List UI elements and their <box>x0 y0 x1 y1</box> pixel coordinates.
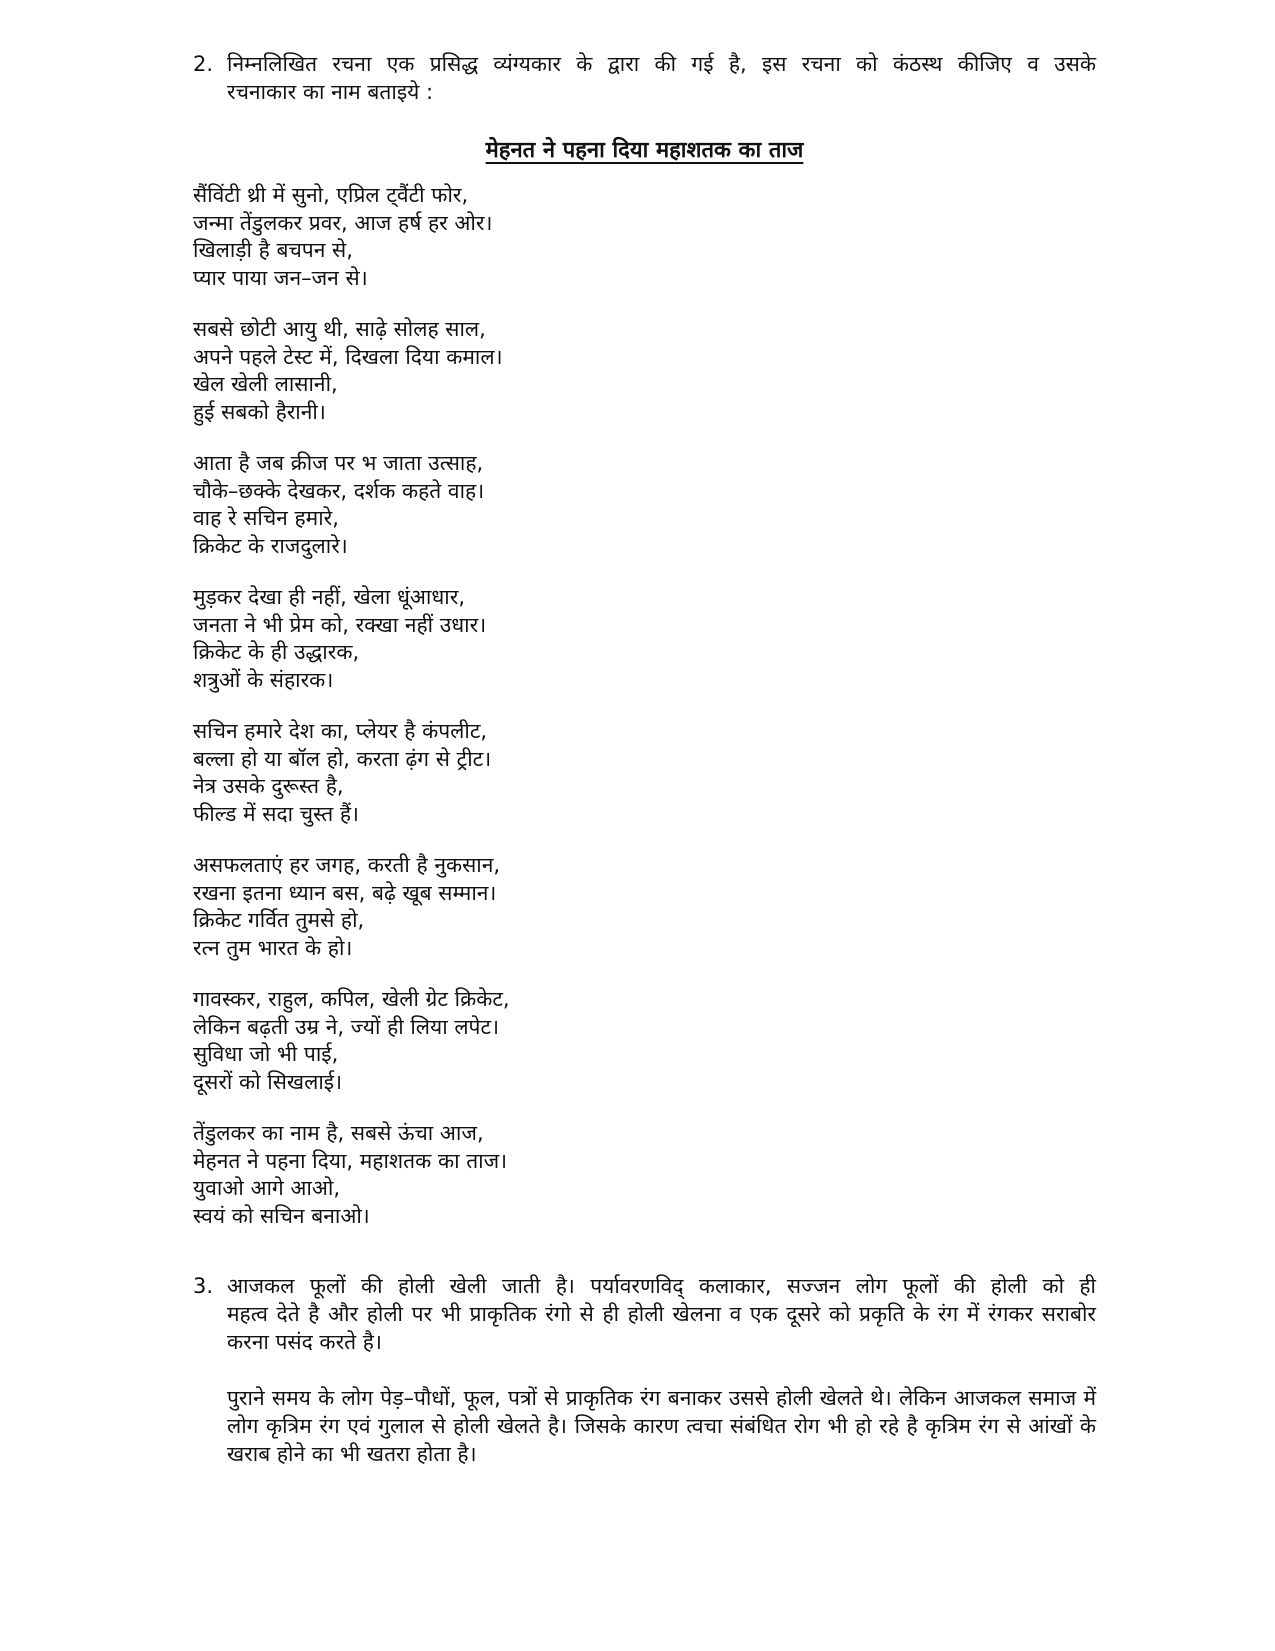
question-2-first-line <box>193 50 1096 78</box>
poem-stanza <box>193 986 793 1120</box>
question-text: आजकल फूलों की होली खेली जाती है। पर्यावरणविद् कलाकार, सज्जन लोग फूलों की होली को ही <box>227 1274 1096 1298</box>
poem-line: फील्ड में सदा चुस्त हैं। <box>193 801 359 826</box>
poem-stanza <box>193 316 793 450</box>
poem-title-text: मेहनत ने पहना दिया महाशतक का ताज <box>485 138 804 163</box>
poem-line: मेहनत ने पहना दिया, महाशतक का ताज। <box>193 1148 508 1173</box>
poem-line: जनता ने भी प्रेम को, रक्खा नहीं उधार। <box>193 612 487 637</box>
question-number: 2. <box>193 52 214 76</box>
poem-line: तेंडुलकर का नाम है, सबसे ऊंचा आज, <box>193 1121 484 1145</box>
poem-line: असफलताएं हर जगह, करती है नुकसान, <box>193 853 501 877</box>
poem-stanza <box>193 450 793 584</box>
poem-line: हुई सबको हैरानी। <box>193 399 326 424</box>
poem-line: मुड़कर देखा ही नहीं, खेला धूंआधार, <box>193 585 466 609</box>
question-2 <box>193 50 1096 106</box>
poem-line: चौके–छक्के देखकर, दर्शक कहते वाह। <box>193 478 485 503</box>
poem-line: बल्ला हो या बॉल हो, करता ढ़ंग से ट्रीट। <box>193 746 492 771</box>
poem <box>193 182 793 1254</box>
poem-line: दूसरों को सिखलाई। <box>193 1069 343 1094</box>
poem-line: क्रिकेट के राजदुलारे। <box>193 533 348 558</box>
poem-stanza <box>193 182 793 316</box>
poem-line: जन्मा तेंडुलकर प्रवर, आज हर्ष हर ओर। <box>193 210 493 235</box>
poem-line: खिलाड़ी है बचपन से, <box>193 238 353 262</box>
poem-line: प्यार पाया जन–जन से। <box>193 265 368 290</box>
question-3 <box>193 1272 1096 1468</box>
question-text-continued: रचनाकार का नाम बताइये : <box>227 80 434 104</box>
question-text: निम्नलिखित रचना एक प्रसिद्ध व्यंग्यकार के द्वारा की गई है, इस रचना को कंठस्थ कीजिए व उसके <box>227 52 1096 76</box>
poem-line: युवाओ आगे आओ, <box>193 1176 341 1200</box>
poem-line: गावस्कर, राहुल, कपिल, खेली ग्रेट क्रिकेट, <box>193 987 510 1011</box>
poem-line: वाह रे सचिन हमारे, <box>193 506 339 530</box>
poem-line: रत्न तुम भारत के हो। <box>193 935 353 960</box>
question-number: 3. <box>193 1274 214 1298</box>
poem-line: शत्रुओं के संहारक। <box>193 667 334 692</box>
poem-line: सुविधा जो भी पाई, <box>193 1042 339 1066</box>
poem-line: आता है जब क्रीज पर भ जाता उत्साह, <box>193 451 484 475</box>
poem-line: स्वयं को सचिन बनाओ। <box>193 1203 370 1228</box>
poem-stanza <box>193 1120 793 1254</box>
poem-line: क्रिकेट गर्वित तुमसे हो, <box>193 908 365 932</box>
poem-line: नेत्र उसके दुरूस्त है, <box>193 774 344 798</box>
question-3-first-line <box>193 1272 1096 1300</box>
poem-stanza <box>193 718 793 852</box>
poem-line: सबसे छोटी आयु थी, साढ़े सोलह साल, <box>193 317 486 341</box>
poem-stanza <box>193 584 793 718</box>
poem-line: लेकिन बढ़ती उम्र ने, ज्यों ही लिया लपेट। <box>193 1014 500 1039</box>
poem-line: खेल खेली लासानी, <box>193 372 338 396</box>
question-text-continued: महत्व देते है और होली पर भी प्राकृतिक रंगो से ही होली खेलना व एक दूसरे को प्रकृति के रंग में रंगकर सराबोर करना पसंद करते है। <box>227 1302 1096 1354</box>
poem-stanza <box>193 852 793 986</box>
question-paragraph: पुराने समय के लोग पेड़–पौधों, फूल, पत्रों से प्राकृतिक रंग बनाकर उससे होली खेलते थे। लेकिन आजकल समाज में लोग कृत्रिम रंग एवं गुलाल से होली खेलते है। जिसके कारण त्वचा संबंधित रोग भी हो रहे है कृत्रिम रंग से आंखों के खराब होने का भी खतरा होता है। <box>227 1386 1096 1466</box>
poem-line: क्रिकेट के ही उद्धारक, <box>193 640 360 664</box>
poem-title <box>193 136 1096 166</box>
poem-line: सचिन हमारे देश का, प्लेयर है कंपलीट, <box>193 719 488 743</box>
poem-line: सैंविंटी थ्री में सुनो, एप्रिल ट्वैंटी फोर, <box>193 183 469 207</box>
poem-line: रखना इतना ध्यान बस, बढ़े खूब सम्मान। <box>193 880 497 905</box>
poem-line: अपने पहले टेस्ट में, दिखला दिया कमाल। <box>193 344 503 369</box>
